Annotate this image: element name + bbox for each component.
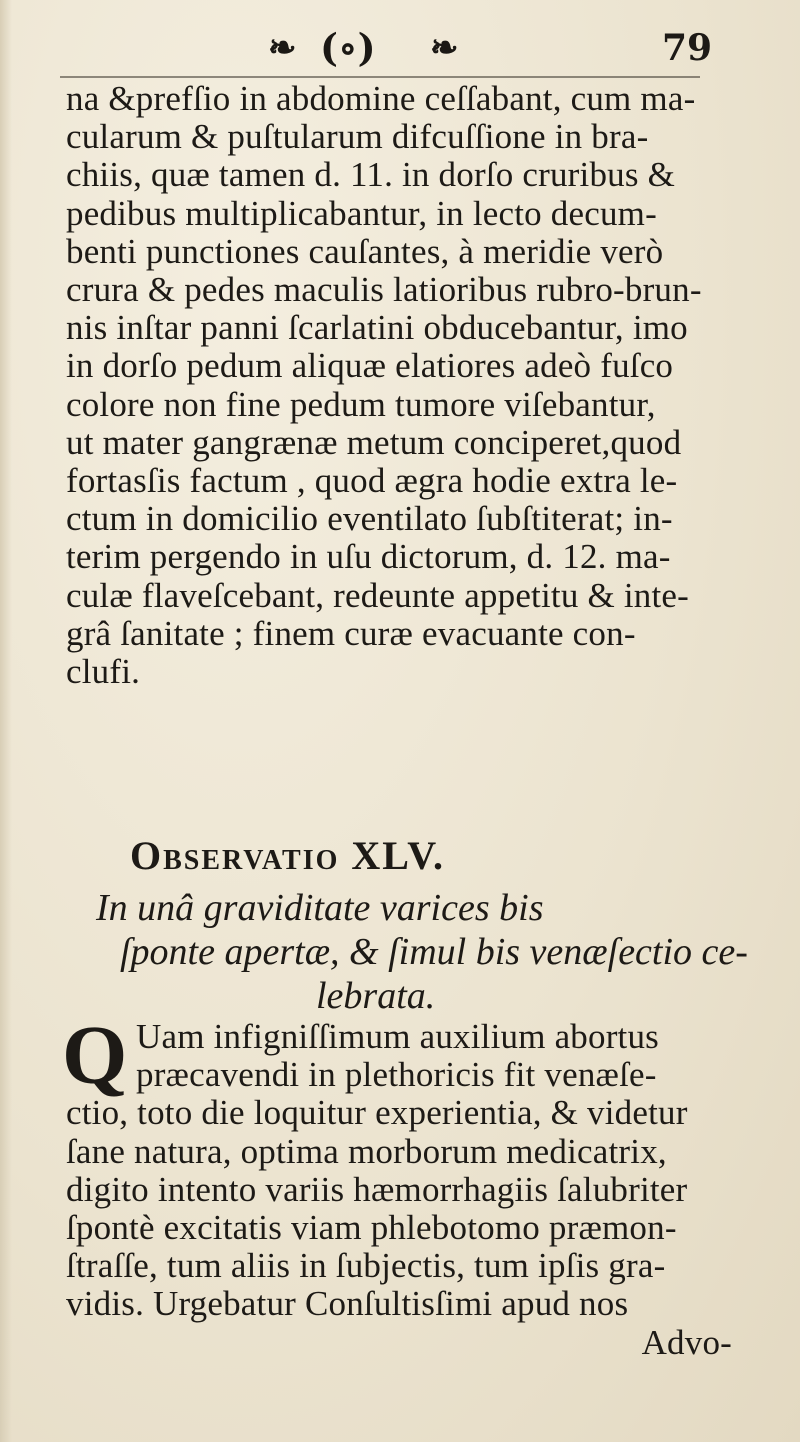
catchword: Advo- — [641, 1322, 732, 1362]
text-line: ſane natura, optima morborum medicatrix, — [66, 1131, 667, 1171]
text-line: ſpontè excitatis viam phlebotomo præmon- — [66, 1208, 677, 1248]
observation-subtitle — [96, 886, 776, 1018]
paragraph-2 — [62, 1009, 746, 1362]
text-line: na &prefſio in abdomine ceſſabant, cum ma- — [66, 79, 696, 118]
text-line: Uam infigniſſimum auxilium abortus — [136, 1017, 659, 1056]
ornament-center-icon: (∘) — [320, 25, 376, 70]
ornament-left-icon: ❧ — [268, 28, 297, 68]
text-line: vidis. Urgebatur Conſultisſimi apud nos — [66, 1284, 629, 1324]
page-header — [0, 18, 800, 78]
text-line: præcavendi in plethoricis fit venæſe- — [136, 1055, 657, 1095]
observation-heading: Observatio XLV. — [130, 833, 446, 878]
subtitle-line: In unâ graviditate varices bis — [96, 887, 544, 929]
text-line: cularum & puſtularum difcuſſione in bra- — [66, 117, 649, 157]
drop-capital: Q — [62, 1009, 128, 1102]
text-line: grâ ſanitate ; finem curæ evacuante con- — [66, 613, 636, 653]
text-line: colore non fine pedum tumore viſebantur, — [66, 384, 656, 424]
text-line: digito intento variis hæmorrhagiis ſalubriter — [66, 1169, 688, 1209]
subtitle-line: lebrata. — [316, 975, 436, 1017]
paragraph-1 — [66, 80, 746, 691]
subtitle-line: ſponte apertæ, & ſimul bis venæſectio ce- — [120, 931, 748, 973]
text-line: ſtraſſe, tum aliis in ſubjectis, tum ipſis gra- — [66, 1246, 666, 1286]
text-line: ut mater gangrænæ metum conciperet,quod — [66, 422, 682, 462]
page-edge — [0, 0, 12, 1442]
page-number: 79 — [662, 27, 713, 69]
text-line: terim pergendo in uſu dictorum, d. 12. ma- — [66, 537, 671, 577]
ornament-right-icon: ❧ — [430, 28, 459, 68]
text-line: in dorſo pedum aliquæ elatiores adeò fuſco — [66, 346, 674, 386]
text-line: clufi. — [66, 652, 141, 692]
header-rule — [60, 76, 700, 78]
text-line: ctio, toto die loquitur experientia, & videtur — [66, 1093, 688, 1133]
text-line: pedibus multiplicabantur, in lecto decum- — [66, 193, 657, 233]
text-line: crura & pedes maculis latioribus rubro-brun- — [66, 270, 702, 310]
text-line: culæ flaveſcebant, redeunte appetitu & inte- — [66, 575, 689, 615]
text-line: chiis, quæ tamen d. 11. in dorſo cruribus & — [66, 155, 676, 195]
text-line: ctum in domicilio eventilato ſubſtiterat; in- — [66, 499, 673, 539]
text-line: benti punctiones cauſantes, à meridie verò — [66, 231, 664, 271]
text-line: nis inſtar panni ſcarlatini obducebantur, imo — [66, 308, 688, 348]
text-line: fortasſis factum , quod ægra hodie extra le- — [66, 461, 678, 501]
